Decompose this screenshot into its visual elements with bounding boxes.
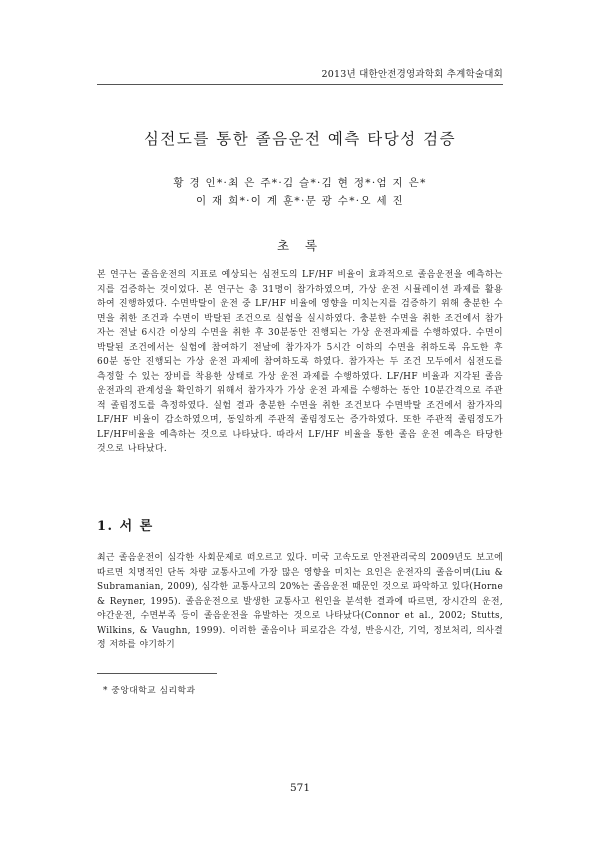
footnote-affiliation: * 중앙대학교 심리학과	[103, 686, 196, 696]
running-header: 2013년 대한안전경영과학회 추계학술대회	[321, 69, 503, 80]
abstract-heading: 초 록	[276, 238, 324, 253]
section-heading-introduction: 1. 서 론	[97, 519, 154, 534]
introduction-body: 최근 졸음운전이 심각한 사회문제로 떠오르고 있다. 미국 고속도로 안전관리국의 2009년도 보고에 따르면 치명적인 단독 차량 교통사고에 가장 많은 영향을 미치는 요인은 운전자의 졸음이며(Liu & Subramanian, 2009), 심각한 교통사고의 20%는 졸음운전 때문인 것으로 파악하고 있다(Horne & Reyner, 1995). 졸음운전으로 발생한 교통사고 원인을 분석한 결과에 따르면, 장시간의 운전, 야간운전, 수면부족 등이 졸음운전을 유발하는 것으로 나타났다(Connor et al., 2002; Stutts, Wilkins, & Vaughn, 1999). 이러한 졸음이나 피로감은 각성, 반응시간, 기억, 정보처리, 의사결정 저하를 야기하기	[97, 553, 503, 650]
abstract-body: 본 연구는 졸음운전의 지표로 예상되는 심전도의 LF/HF 비율이 효과적으로 졸음운전을 예측하는지를 검증하는 것이었다. 본 연구는 총 31명이 참가하였으며, 가상 운전 시뮬레이션 과제를 활용하여 진행하였다. 수면박탈이 운전 중 LF/HF 비율에 영향을 미치는지를 검증하기 위해 충분한 수면을 취한 조건과 수면이 박탈된 조건으로 실험을 실시하였다. 충분한 수면을 취한 조건에서 참가자는 전날 6시간 이상의 수면을 취한 후 30분동안 진행되는 가상 운전과제를 수행하였다. 수면이 박탈된 조건에서는 실험에 참여하기 전날에 참가자가 5시간 이하의 수면을 취하도록 유도한 후 60분 동안 진행되는 가상 운전 과제에 참여하도록 하였다. 참가자는 두 조건 모두에서 심전도를 측정할 수 있는 장비를 착용한 상태로 가상 운전 과제를 수행하였다. LF/HF 비율과 지각된 졸음운전과의 관계성을 확인하기 위해서 참가자가 가상 운전 과제를 수행하는 동안 10분간격으로 주관적 졸림정도를 측정하였다. 실험 결과 충분한 수면을 취한 조건보다 수면박탈 조건에서 참가자의 LF/HF 비율이 감소하였으며, 동일하게 주관적 졸림정도는 증가하였다. 또한 주관적 졸림정도가 LF/HF비율을 예측하는 것으로 나타났다. 따라서 LF/HF 비율을 통한 졸음 운전 예측은 타당한 것으로 나타났다.	[97, 270, 503, 454]
authors-line-2: 이 재 희*·이 계 훈*·문 광 수*·오 세 진	[196, 195, 404, 207]
header-divider	[97, 84, 503, 85]
footnote-divider	[97, 673, 217, 674]
paper-title: 심전도를 통한 졸음운전 예측 타당성 검증	[143, 130, 457, 148]
page-number: 571	[289, 782, 311, 794]
authors-line-1: 황 경 인*·최 은 주*·김 슬*·김 현 정*·엄 지 은*	[173, 177, 427, 189]
